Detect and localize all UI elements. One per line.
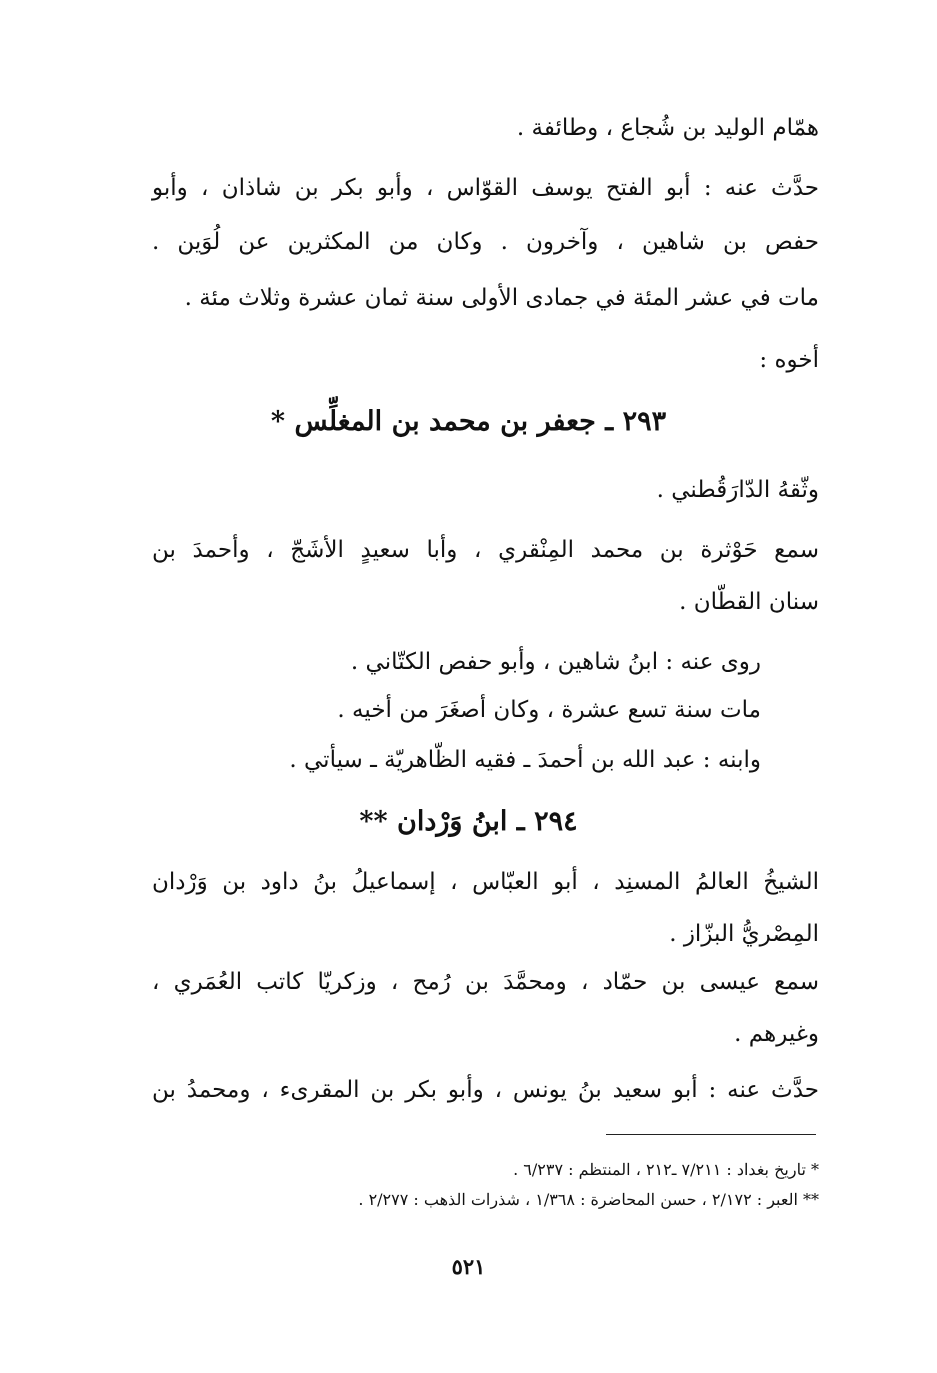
text-line: همّام الوليد بن شُجاع ، وطائفة . <box>516 115 819 141</box>
text-line: سمع حَوْثرة بن محمد المِنْقري ، وأبا سعيدٍ الأشَجّ ، وأحمدَ بن <box>152 537 819 563</box>
text-line: روى عنه : ابنُ شاهين ، وأبو حفص الكتّاني . <box>350 649 761 675</box>
text-line: سمع عيسى بن حمّاد ، ومحمَّدَ بن رُمح ، وزكريّا كاتب العُمَري ، <box>152 969 819 995</box>
footnote: * تاريخ بغداد : ٧/٢١١ ـ٢١٢ ، المنتظم : ٦/٢٣٧ . <box>513 1160 819 1179</box>
text-line: وغيرهم . <box>734 1021 819 1047</box>
text-line: حدَّث عنه : أبو سعيد بنُ يونس ، وأبو بكر بن المقرىء ، ومحمدُ بن <box>152 1077 819 1103</box>
entry-heading-294: ٢٩٤ ـ ابنُ وَرْدان ** <box>359 806 578 837</box>
text-line: وابنه : عبد الله بن أحمدَ ـ فقيه الظّاهريّة ـ سيأتي . <box>289 747 761 773</box>
text-line: حفص بن شاهين ، وآخرون . وكان من المكثرين عن لُوَين . <box>152 229 819 255</box>
text-line: سنان القطّان . <box>679 589 819 615</box>
text-line: حدَّث عنه : أبو الفتح يوسف القوّاس ، وأبو بكر بن شاذان ، وأبو <box>152 175 819 201</box>
page-number: ٥٢١ <box>451 1254 486 1279</box>
text-line: مات سنة تسع عشرة ، وكان أصغَرَ من أخيه . <box>337 697 761 723</box>
text-line: المِصْريُّ البزّاز . <box>669 921 819 947</box>
text-line: أخوه : <box>759 347 819 373</box>
text-line: الشيخُ العالمُ المسنِد ، أبو العبّاس ، إسماعيلُ بنُ داود بن وَرْدان <box>152 869 819 895</box>
footnote: ** العبر : ٢/١٧٢ ، حسن المحاضرة : ١/٣٦٨ ، شذرات الذهب : ٢/٢٧٧ . <box>358 1190 819 1209</box>
text-line: وثّقهُ الدّارَقُطني . <box>656 477 819 503</box>
footnote-separator <box>606 1134 816 1135</box>
entry-heading-293: ٢٩٣ ـ جعفر بن محمد بن المغلِّس * <box>270 406 667 437</box>
text-line: مات في عشر المئة في جمادى الأولى سنة ثمان عشرة وثلاث مئة . <box>184 285 819 311</box>
